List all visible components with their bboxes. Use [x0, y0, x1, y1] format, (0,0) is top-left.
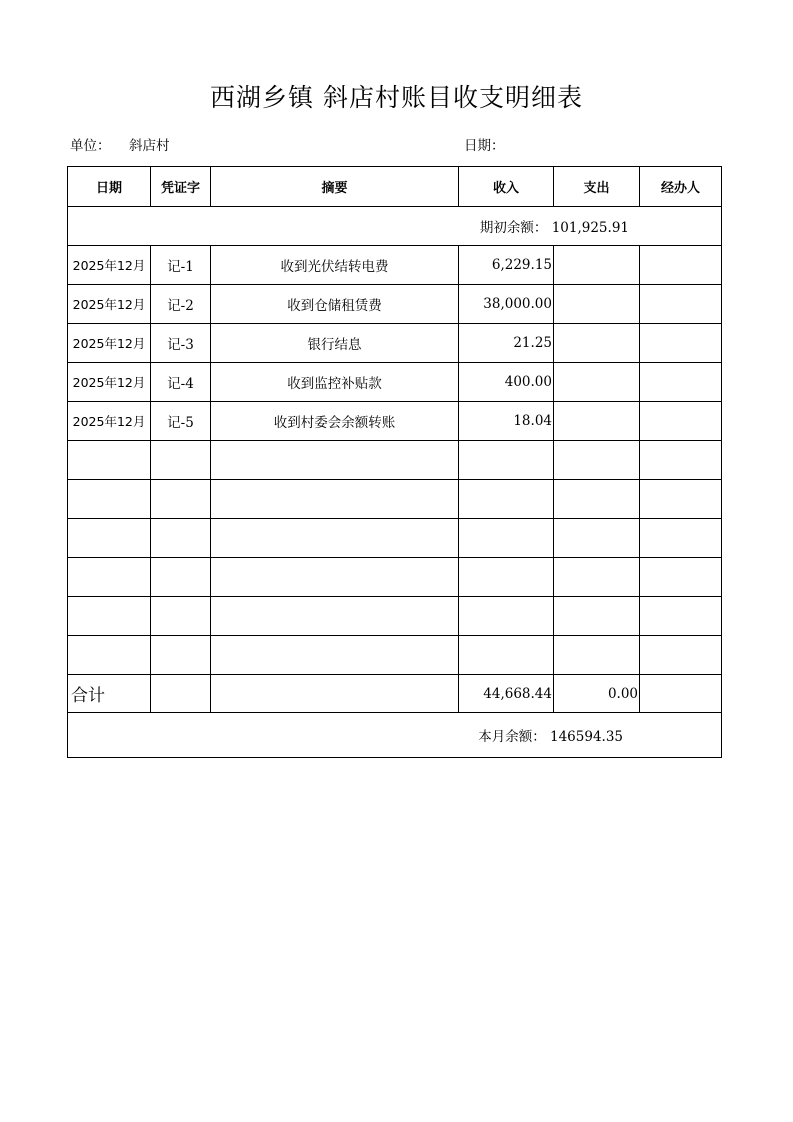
header-income: 收入	[459, 167, 554, 207]
cell-handler	[640, 363, 722, 402]
cell-income: 400.00	[459, 363, 554, 402]
cell-handler	[640, 441, 722, 480]
table-row	[68, 324, 722, 363]
cell-voucher: 记-2	[151, 285, 211, 324]
cell-summary: 银行结息	[211, 324, 459, 363]
cell-voucher	[151, 675, 211, 713]
total-label: 合计	[68, 675, 151, 713]
table-row	[68, 480, 722, 519]
table-row	[68, 246, 722, 285]
cell-handler	[640, 324, 722, 363]
cell-summary	[211, 636, 459, 675]
cell-summary: 收到仓储租赁费	[211, 285, 459, 324]
unit-label: 单位：	[70, 138, 111, 154]
header-summary: 摘要	[211, 167, 459, 207]
cell-handler	[640, 675, 722, 713]
cell-handler	[640, 285, 722, 324]
cell-income: 38,000.00	[459, 285, 554, 324]
cell-voucher	[151, 519, 211, 558]
cell-date	[68, 636, 151, 675]
table-row	[68, 597, 722, 636]
cell-date	[68, 519, 151, 558]
cell-handler	[640, 402, 722, 441]
cell-date: 2025年12月	[68, 285, 151, 324]
cell-date: 2025年12月	[68, 324, 151, 363]
cell-summary	[211, 441, 459, 480]
cell-voucher: 记-3	[151, 324, 211, 363]
table-row	[68, 519, 722, 558]
total-expense: 0.00	[554, 675, 640, 713]
header-handler: 经办人	[640, 167, 722, 207]
cell-date	[68, 480, 151, 519]
cell-date: 2025年12月	[68, 402, 151, 441]
header-expense: 支出	[554, 167, 640, 207]
cell-expense	[554, 324, 640, 363]
cell-income: 6,229.15	[459, 246, 554, 285]
ledger-table	[67, 166, 722, 758]
table-row	[68, 285, 722, 324]
cell-date	[68, 558, 151, 597]
cell-summary	[211, 675, 459, 713]
cell-handler	[640, 246, 722, 285]
cell-handler	[640, 558, 722, 597]
date-label: 日期：	[464, 138, 505, 154]
cell-income	[459, 441, 554, 480]
opening-balance: 期初余额： 101,925.91	[68, 207, 722, 246]
cell-income: 18.04	[459, 402, 554, 441]
cell-voucher	[151, 441, 211, 480]
unit-value: 斜店村	[129, 138, 170, 154]
header-date: 日期	[68, 167, 151, 207]
cell-expense	[554, 441, 640, 480]
cell-income	[459, 519, 554, 558]
cell-summary	[211, 480, 459, 519]
header-voucher: 凭证字	[151, 167, 211, 207]
cell-date: 2025年12月	[68, 246, 151, 285]
cell-expense	[554, 519, 640, 558]
cell-expense	[554, 285, 640, 324]
cell-voucher	[151, 636, 211, 675]
cell-voucher: 记-1	[151, 246, 211, 285]
cell-expense	[554, 636, 640, 675]
cell-handler	[640, 636, 722, 675]
header-row	[68, 167, 722, 207]
table-row	[68, 558, 722, 597]
cell-date	[68, 441, 151, 480]
cell-handler	[640, 519, 722, 558]
closing-balance-row	[68, 713, 722, 758]
cell-handler	[640, 597, 722, 636]
cell-expense	[554, 558, 640, 597]
table-row	[68, 441, 722, 480]
table-row	[68, 363, 722, 402]
table-row	[68, 402, 722, 441]
page-title: 西湖乡镇 斜店村账目收支明细表	[210, 83, 583, 112]
cell-summary	[211, 597, 459, 636]
cell-voucher	[151, 480, 211, 519]
cell-expense	[554, 597, 640, 636]
cell-voucher: 记-5	[151, 402, 211, 441]
cell-summary: 收到村委会余额转账	[211, 402, 459, 441]
cell-expense	[554, 402, 640, 441]
cell-handler	[640, 480, 722, 519]
cell-voucher: 记-4	[151, 363, 211, 402]
cell-expense	[554, 246, 640, 285]
cell-summary: 收到监控补贴款	[211, 363, 459, 402]
closing-balance: 本月余额： 146594.35	[68, 713, 722, 758]
cell-income	[459, 636, 554, 675]
total-row	[68, 675, 722, 713]
opening-balance-row	[68, 207, 722, 246]
cell-income	[459, 597, 554, 636]
cell-date: 2025年12月	[68, 363, 151, 402]
cell-summary	[211, 519, 459, 558]
cell-income	[459, 480, 554, 519]
cell-income: 21.25	[459, 324, 554, 363]
table-row	[68, 636, 722, 675]
cell-voucher	[151, 597, 211, 636]
cell-expense	[554, 480, 640, 519]
cell-income	[459, 558, 554, 597]
total-income: 44,668.44	[459, 675, 554, 713]
cell-expense	[554, 363, 640, 402]
cell-voucher	[151, 558, 211, 597]
cell-date	[68, 597, 151, 636]
cell-summary: 收到光伏结转电费	[211, 246, 459, 285]
cell-summary	[211, 558, 459, 597]
